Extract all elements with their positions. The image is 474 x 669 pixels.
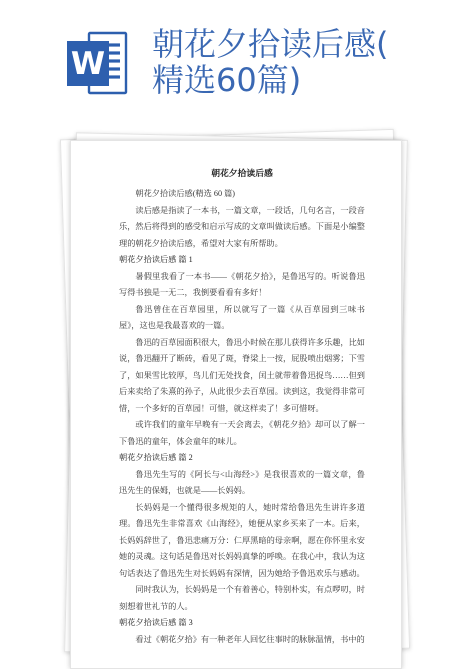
section-1 (119, 252, 365, 450)
section-2-paragraph: 长妈妈是一个懂得很多规矩的人，她时常给鲁迅先生讲许多道理。鲁迅先生非常喜欢《山海经》，她便从家乡买来了一本。后来，长妈妈辞世了，鲁迅悲痛万分：仁厚黑暗的母亲啊，愿在你怀里永安她的灵魂。这句话是鲁迅对长妈妈真挚的呼唤。在我心中，我认为这句话表达了鲁迅先生对长妈妈有深情，因为她给予鲁迅欢乐与感动。 (119, 502, 365, 578)
section-1-paragraph: 暑假里我看了一本书——《朝花夕拾》，是鲁迅写的。听说鲁迅写得书独是一无二，我倒要看看有多好！ (119, 271, 365, 297)
section-1-paragraph: 鲁迅的百草园面积很大，鲁迅小时候在那儿获得许多乐趣，比如说，鲁迅翻开了断砖，看见了斑，脊梁上一按，屁股喷出烟雾；下雪了，如果雪比较厚，鸟儿们无处找食，闰土就带着鲁迅捉鸟……但到后来卖给了朱熹的孙子，从此很少去百草园。读到这，我觉得非常可惜，一个多好的百草园！可惜，就这样卖了！多可惜呀。 (119, 337, 365, 413)
word-icon (64, 30, 130, 96)
document-page (70, 140, 402, 669)
section-3 (119, 615, 365, 648)
page-title: 朝花夕拾读后感(精选60篇) (152, 25, 389, 99)
word-icon-letter: W (70, 46, 106, 82)
section-1-paragraph: 鲁迅曾住在百草园里，所以就写了一篇《从百草园到三味书屋》，这也是我最喜欢的一篇。 (119, 304, 365, 330)
section-3-paragraph: 看过《朝花夕拾》有一种老年人回忆往事时的脉脉温情，书中的 (135, 634, 365, 644)
section-2-heading: 朝花夕拾读后感 篇 2 (119, 453, 193, 462)
section-2 (119, 450, 365, 615)
section-2-paragraph: 鲁迅先生写的《阿长与<山海经>》是我很喜欢的一篇文章，鲁迅先生的保姆，也就是——长妈妈。 (119, 469, 365, 495)
intro-paragraph: 读后感是指读了一本书，一篇文章，一段话，几句名言，一段音乐，然后将得到的感受和启示写成的文章叫做读后感。下面是小编整理的朝花夕拾读后感，希望对大家有所帮助。 (119, 205, 365, 248)
document-title: 朝花夕拾读后感 (211, 168, 273, 178)
section-2-paragraph: 同时我认为，长妈妈是一个有着善心，特别朴实，有点啰叨，时刻想着世礼节的人。 (119, 585, 365, 611)
document-subtitle: 朝花夕拾读后感(精选 60 篇) (135, 189, 236, 198)
section-1-heading: 朝花夕拾读后感 篇 1 (119, 255, 193, 264)
section-3-heading: 朝花夕拾读后感 篇 3 (119, 618, 193, 627)
section-1-paragraph: 或许我们的童年早晚有一天会离去，《朝花夕拾》却可以了解一下鲁迅的童年，体会童年的味儿。 (119, 420, 365, 446)
